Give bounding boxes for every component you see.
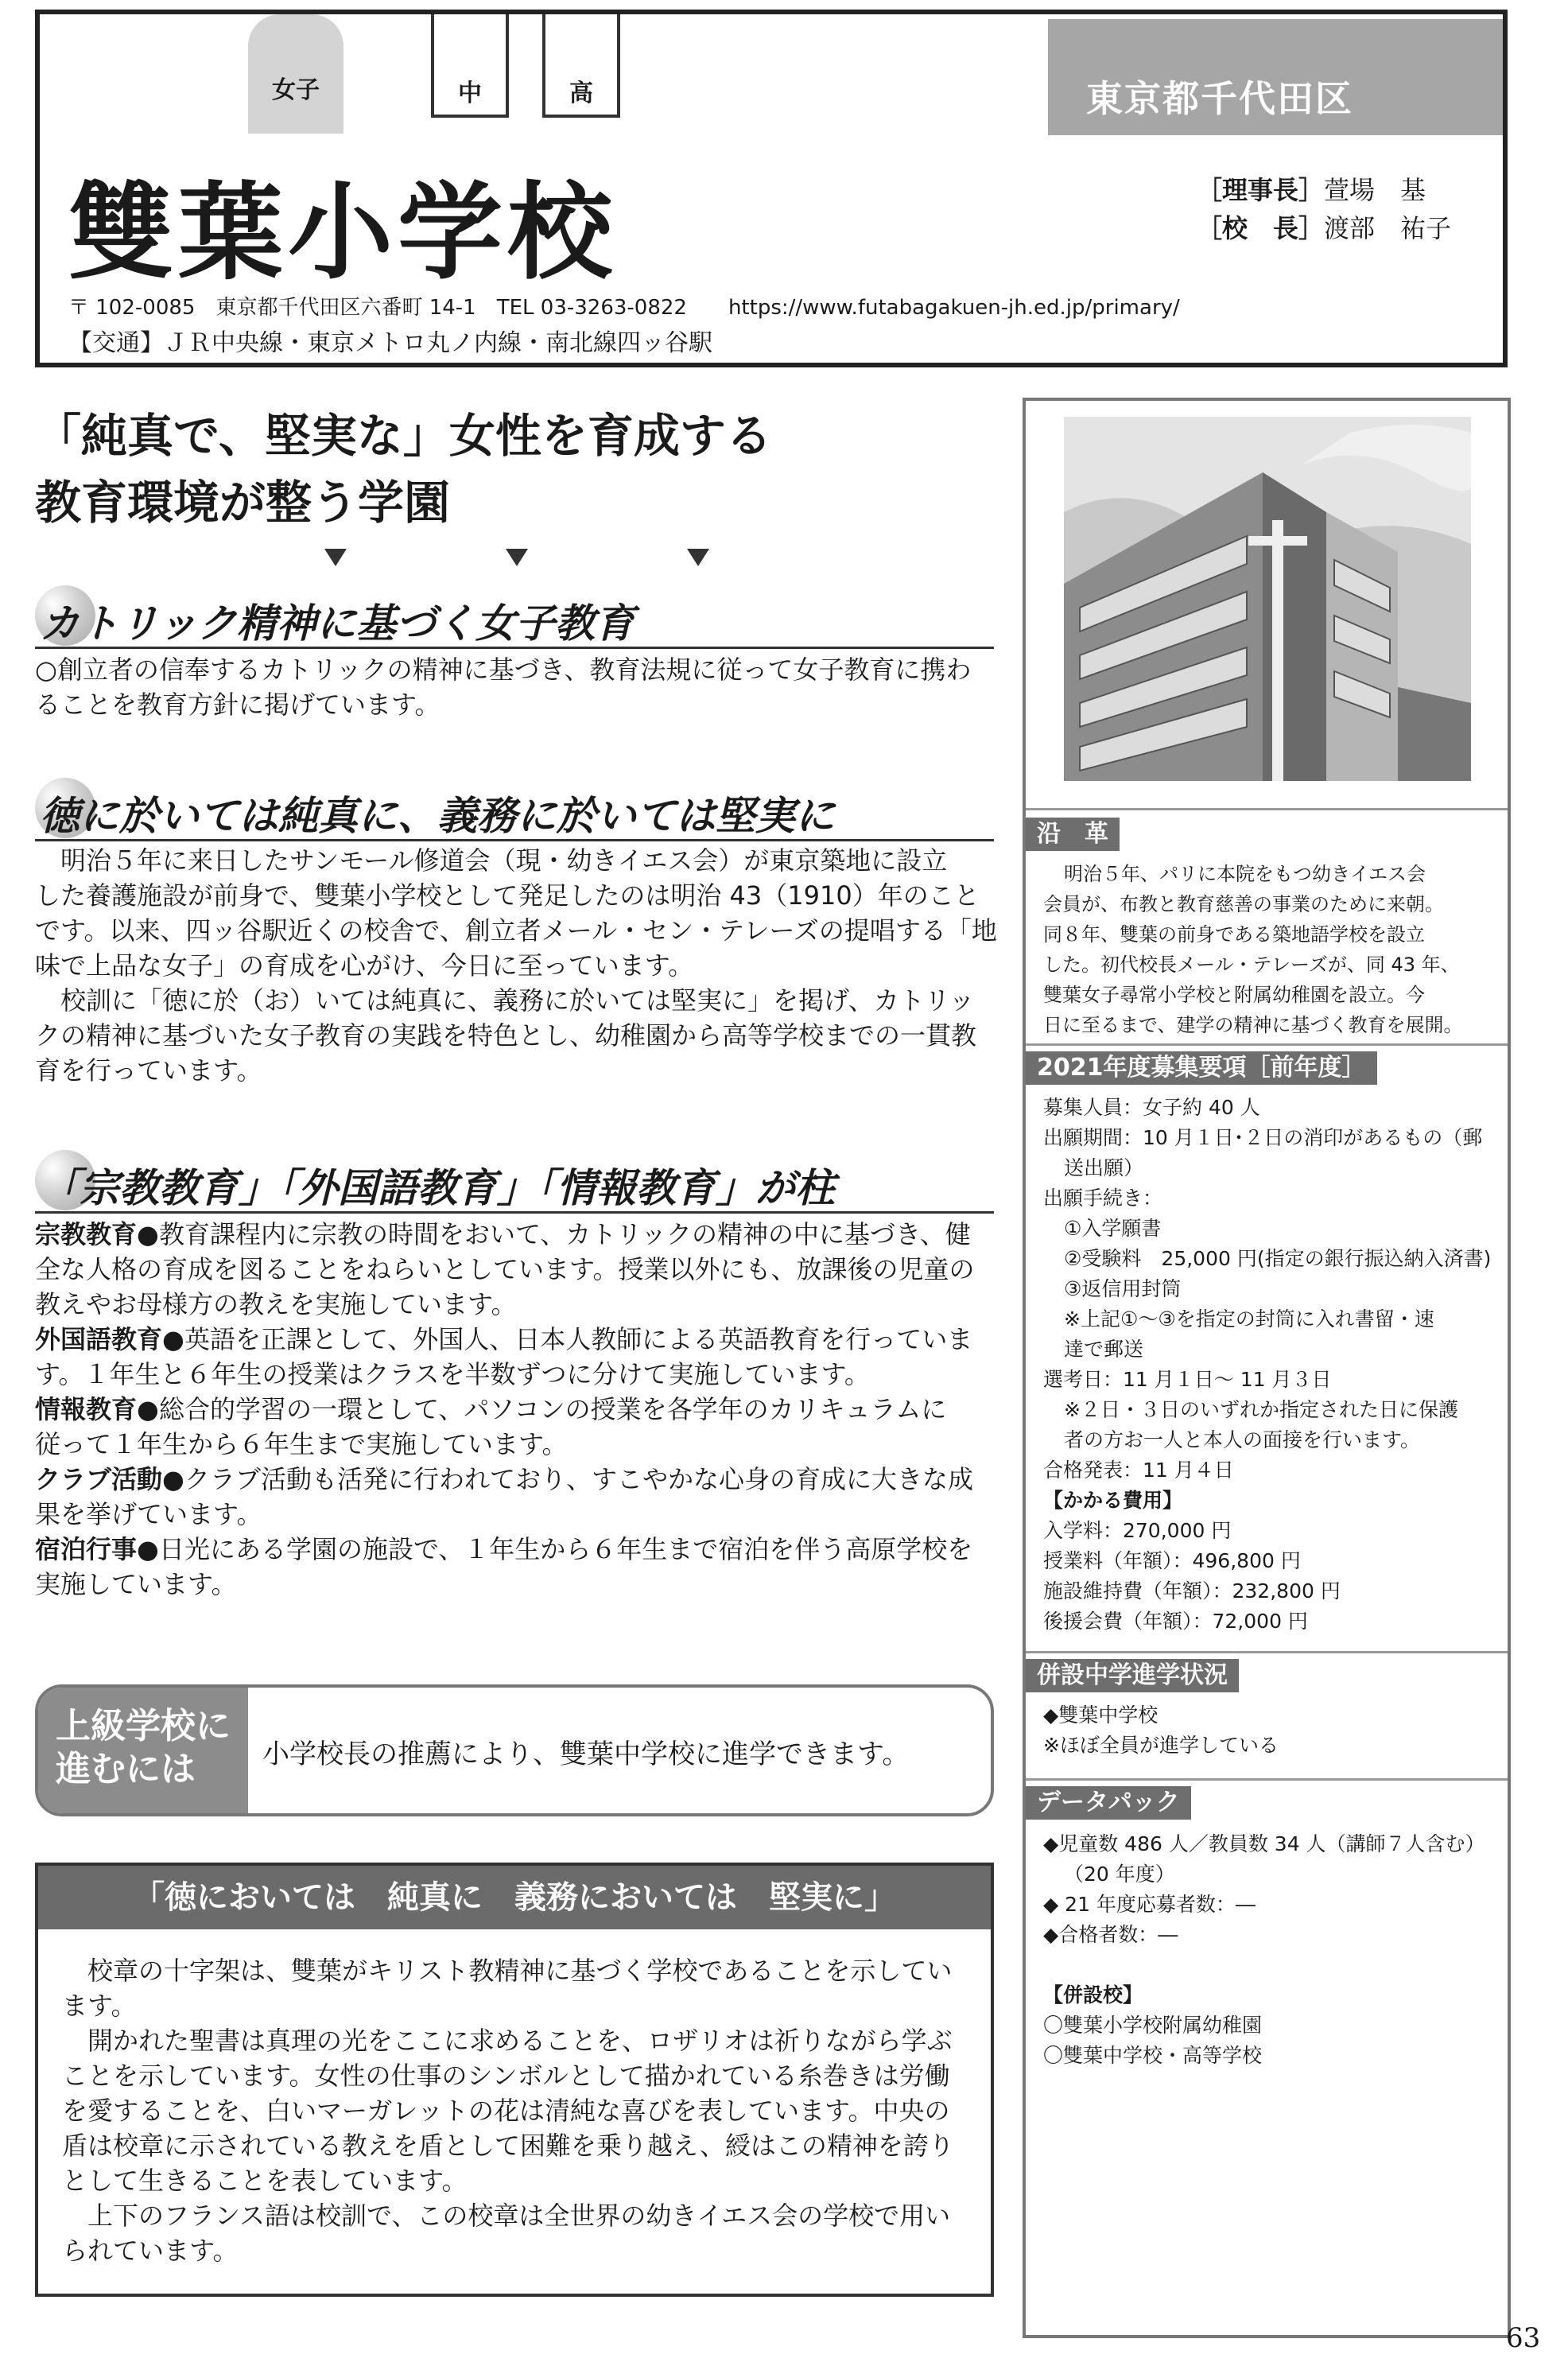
tag-girls: 女子: [248, 14, 343, 134]
tag-junior-high: 中: [431, 14, 509, 118]
info-sidebar: [1023, 398, 1511, 2338]
datapack-heading: データパック: [1026, 1786, 1191, 1820]
page-number: 63: [1506, 2322, 1541, 2354]
building-illustration: [1064, 417, 1471, 781]
section-heading: 徳に於いては純真に、義務に於いては堅実に: [35, 778, 994, 838]
admission-text: 募集人員：女子約 40 人 出願期間：10 月１日･２日の消印があるもの（郵 送出願） 出願手続き： ①入学願書 ②受験料 25,000 円(指定の銀行振込納入済書) ③返信用封筒 ※上記①～③を指定の封筒に入れ書留・速 達で郵送 選考日：11 月１日～ 11 月３日 ※２日・３日のいずれか指定された日に保護 者の方お一人と本人の面接を行います。 合格発表：11 月４日 【かかる費用】 入学料：270,000 円 授業料（年額）：496,800 円 施設維持費（年額）：232,800 円 後援会費（年額）：72,000 円: [1043, 1096, 1492, 1633]
datapack-text: ◆児童数 486 人／教員数 34 人（講師７人含む） （20 年度） ◆ 21 年度応募者数：― ◆合格者数：― 【併設校】 〇雙葉小学校附属幼稚園 〇雙葉中学校・高等学校: [1043, 1832, 1485, 2067]
school-header: [35, 10, 1508, 367]
tag-high: 高: [542, 14, 620, 118]
catch-copy: 「純真で、堅実な」女性を育成する 教育環境が整う学園: [35, 409, 772, 530]
school-building-photo: [1064, 417, 1471, 781]
list-item: 宿泊行事●日光にある学園の施設で、１年生から６年生まで宿泊を伴う高原学校を: [35, 1534, 973, 1564]
section-heading: カトリック精神に基づく女子教育: [35, 585, 994, 646]
access-line: 【交通】ＪＲ中央線・東京メトロ丸ノ内線・南北線四ッ谷駅: [68, 329, 712, 357]
list-item: 情報教育●総合的学習の一環として、パソコンの授業を各学年のカリキュラムに: [35, 1394, 947, 1424]
upper-school-box: [35, 1684, 994, 1816]
admission-heading: 2021年度募集要項［前年度］: [1026, 1051, 1377, 1085]
history-text: 明治５年、パリに本院をもつ幼きイエス会 会員が、布教と教育慈善の事業のために来朝。 同８年、雙葉の前身である築地語学校を設立 した。初代校長メール・テレーズが、同 43 年、 雙葉女子尋常小学校と附属幼稚園を設立。今 日に至るまで、建学の精神に基づく教育を展開。: [1043, 863, 1463, 1036]
motto-body: 校章の十字架は、雙葉がキリスト教精神に基づく学校であることを示してい ます。 開かれた聖書は真理の光をここに求めることを、ロザリオは祈りながら学ぶ ことを示しています。女性の仕事のシンボルとして描かれている糸巻きは労働 を愛することを、白いマーガレットの花は清純な喜びを表しています。中央の 盾は校章に示されている教えを盾として困難を乗り越え、綬はこの精神を誇り として生きることを表しています。 上下のフランス語は校訓で、この校章は全世界の幼きイエス会の学校で用い られています。: [62, 1956, 954, 2266]
triangle-arrow-icon: [324, 549, 347, 566]
section-body: 明治５年に来日したサンモール修道会（現・幼きイエス会）が東京築地に設立 した養護施設が前身で、雙葉小学校として発足したのは明治 43（1910）年のこと です。以来、四ッ谷駅近くの校舎で、創立者メール・セン・テレーズの提唱する「地 味で上品な女子」の育成を心がけ、今日に至っています。 校訓に「徳に於（お）いては純真に、義務に於いては堅実に」を掲げ、カトリッ クの精神に基づいた女子教育の実践を特色とし、幼稚園から高等学校までの一貫教 育を行っています。: [35, 845, 997, 1086]
chairman-row: ［理事長］萱場 基: [1197, 175, 1426, 205]
school-name: 雙葉小学校: [68, 172, 617, 294]
history-heading: 沿 革: [1026, 818, 1120, 851]
triangle-arrow-icon: [506, 549, 528, 566]
address-line: 〒 102-0085 東京都千代田区六番町 14-1 TEL 03-3263-0822 https://www.futabagakuen-jh.ed.jp/primary/: [68, 296, 1180, 320]
section-heading: 「宗教教育」「外国語教育」「情報教育」が柱: [35, 1150, 994, 1210]
progress-heading: 併設中学進学状況: [1026, 1659, 1239, 1692]
upper-school-text: 小学校長の推薦により、雙葉中学校に進学できます。: [262, 1738, 910, 1770]
list-item: 外国語教育●英語を正課として、外国人、日本人教師による英語教育を行っていま: [35, 1324, 973, 1354]
principal-row: ［校 長］渡部 祐子: [1197, 213, 1452, 243]
motto-box: [35, 1863, 994, 2297]
section-body: ○創立者の信奉するカトリックの精神に基づき、教育法規に従って女子教育に携わ ることを教育方針に掲げています。: [35, 655, 972, 720]
upper-school-label: 上級学校に 進むには: [38, 1688, 248, 1813]
section-body: 宗教教育●教育課程内に宗教の時間をおいて、カトリックの精神の中に基づき、健 全な人格の育成を図ることをねらいとしています。授業以外にも、放課後の児童の 教えやお母様方の教えを実施しています。 外国語教育●英語を正課として、外国人、日本人教師による英語教育を行っていま す。１年生と６年生の授業はクラスを半数ずつに分けて実施しています。 情報教育●総合的学習の一環として、パソコンの授業を各学年のカリキュラムに 従って１年生から６年生まで実施しています。 クラブ活動●クラブ活動も活発に行われており、すこやかな心身の育成に大きな成 果を挙げています。 宿泊行事●日光にある学園の施設で、１年生から６年生まで宿泊を伴う高原学校を 実施しています。: [35, 1217, 997, 1602]
progress-text: ◆雙葉中学校 ※ほぼ全員が進学している: [1043, 1704, 1279, 1757]
region-label: 東京都千代田区: [1048, 19, 1503, 135]
motto-title: 「徳においては 純真に 義務においては 堅実に」: [38, 1866, 991, 1929]
list-item: 宗教教育●教育課程内に宗教の時間をおいて、カトリックの精神の中に基づき、健: [35, 1219, 971, 1249]
triangle-arrow-icon: [687, 549, 709, 566]
list-item: クラブ活動●クラブ活動も活発に行われており、すこやかな心身の育成に大きな成: [35, 1464, 973, 1494]
